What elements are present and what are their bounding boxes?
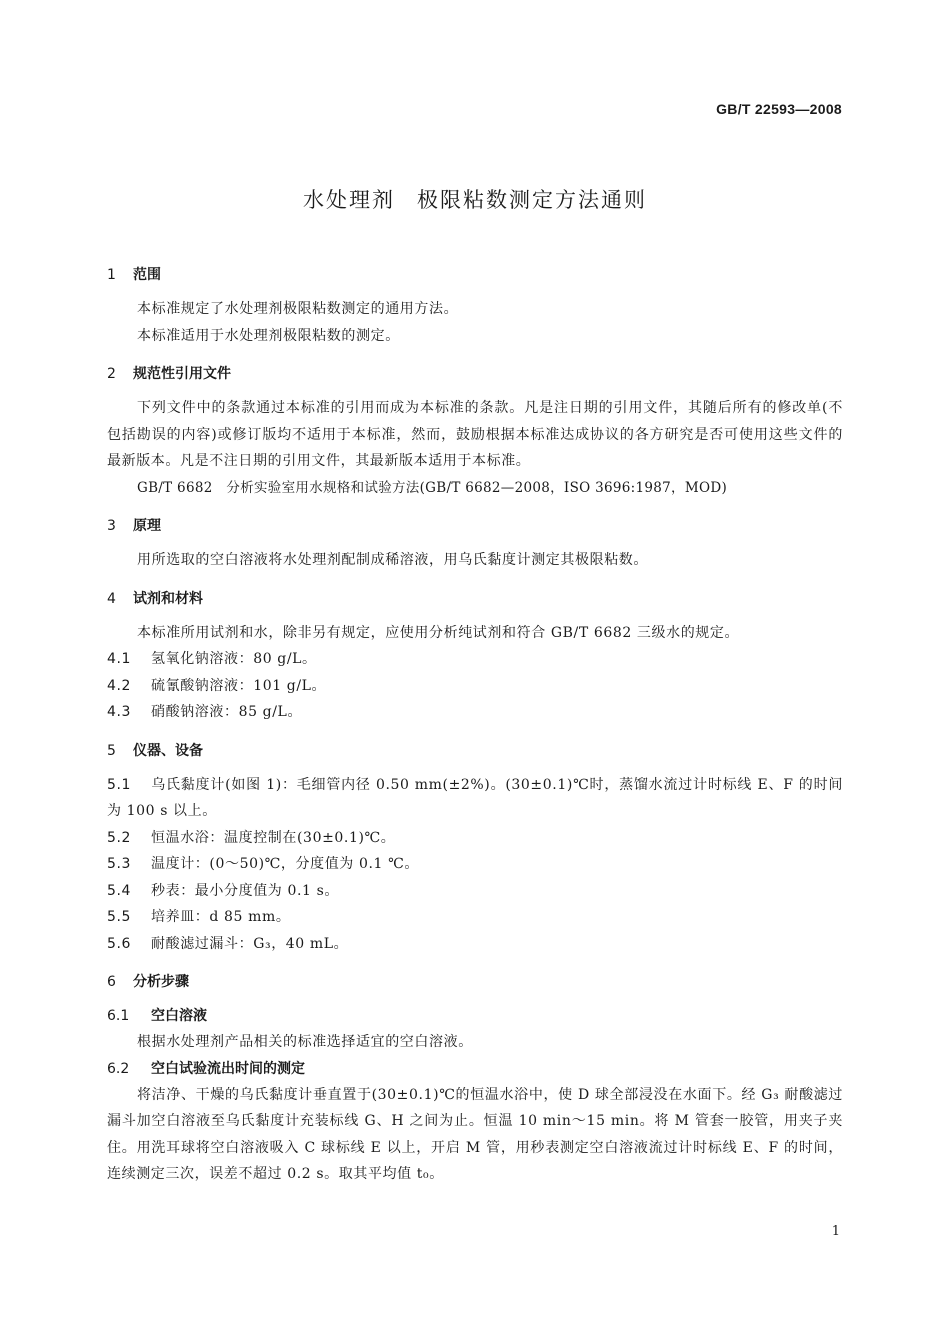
standard-code: GB/T 22593—2008 [716, 101, 842, 117]
paragraph: 根据水处理剂产品相关的标准选择适宜的空白溶液。 [137, 1034, 473, 1050]
item-number: 4.3 [107, 704, 132, 720]
item-text: 恒温水浴：温度控制在(30±0.1)℃。 [151, 829, 396, 846]
item-text: 温度计：(0～50)℃，分度值为 0.1 ℃。 [151, 856, 419, 872]
section-heading-principle [107, 513, 843, 539]
item-text: 培养皿：d 85 mm。 [151, 909, 291, 925]
item-text: 硝酸钠溶液：85 g/L。 [151, 704, 303, 720]
item-text: 耐酸滤过漏斗：G₃，40 mL。 [151, 935, 349, 952]
item-text: 硫氰酸钠溶液：101 g/L。 [151, 677, 327, 694]
item-text: 乌氏黏度计(如图 1)：毛细管内径 0.50 mm(±2%)。(30±0.1)℃时，蒸馏水流过计时标线 E、F 的时间为 100 s 以上。 [107, 776, 843, 819]
list-item [107, 851, 843, 878]
item-number: 4.1 [107, 651, 132, 667]
item-number: 5.2 [107, 829, 132, 846]
subsection-title: 空白溶液 [151, 1008, 207, 1024]
page-number: 1 [831, 1224, 840, 1239]
item-number: 5.3 [107, 856, 132, 872]
section-title: 试剂和材料 [133, 590, 203, 607]
subsection-heading-blank-flow-time [107, 1056, 843, 1082]
section-heading-apparatus [107, 738, 843, 764]
paragraph: 下列文件中的条款通过本标准的引用而成为本标准的条款。凡是注日期的引用文件，其随后所有的修改单(不包括勘误的内容)或修订版均不适用于本标准，然而，鼓励根据本标准达成协议的各方研究是否可使用这些文件的最新版本。凡是不注日期的引用文件，其最新版本适用于本标准。 [107, 400, 843, 469]
item-number: 5.1 [107, 776, 132, 793]
document-title [0, 184, 950, 214]
item-text: 秒表：最小分度值为 0.1 s。 [151, 882, 339, 899]
list-item [107, 772, 843, 825]
section-title: 原理 [133, 518, 161, 534]
item-number: 4.2 [107, 677, 132, 694]
item-number: 5.6 [107, 935, 132, 952]
paragraph: 将洁净、干燥的乌氏黏度计垂直置于(30±0.1)℃的恒温水浴中，使 D 球全部浸没在水面下。经 G₃ 耐酸滤过漏斗加空白溶液至乌氏黏度计充装标线 G、H 之间为止。恒温 10 min～15 min。将 M 管套一胶管，用夹子夹住。用洗耳球将空白溶液吸入 C 球标线 E 以上，开启 M 管，用秒表测定空白溶液流过计时标线 E、F 的时间，连续测定三次，误差不超过 0.2 s。取其平均值 t₀。 [107, 1086, 843, 1182]
subsection-title: 空白试验流出时间的测定 [151, 1060, 305, 1077]
list-item [107, 878, 843, 905]
section-number: 4 [107, 590, 116, 607]
subsection-number: 6.1 [107, 1008, 130, 1024]
subsection-number: 6.2 [107, 1060, 130, 1077]
list-item [107, 904, 843, 931]
title-part-2: 极限粘数测定方法通则 [417, 188, 647, 212]
section-title: 范围 [133, 267, 161, 283]
section-number: 5 [107, 742, 116, 759]
list-item [107, 673, 843, 700]
item-number: 5.5 [107, 909, 132, 925]
reference-entry: GB/T 6682 分析实验室用水规格和试验方法(GB/T 6682—2008，ISO 3696:1987，MOD) [137, 479, 728, 496]
section-number: 6 [107, 974, 116, 990]
item-number: 5.4 [107, 882, 132, 899]
list-item [107, 825, 843, 852]
list-item [107, 931, 843, 958]
section-heading-references [107, 361, 843, 387]
section-heading-scope [107, 262, 843, 288]
paragraph: 用所选取的空白溶液将水处理剂配制成稀溶液，用乌氏黏度计测定其极限粘数。 [137, 552, 648, 568]
subsection-heading-blank-solution [107, 1003, 843, 1029]
section-title: 分析步骤 [133, 974, 189, 990]
title-part-1: 水处理剂 [303, 188, 395, 212]
section-number: 2 [107, 366, 116, 382]
list-item [107, 646, 843, 673]
list-item [107, 699, 843, 726]
section-number: 1 [107, 267, 116, 283]
item-text: 氢氧化钠溶液：80 g/L。 [151, 651, 317, 667]
paragraph: 本标准规定了水处理剂极限粘数测定的通用方法。 [137, 301, 459, 317]
section-title: 仪器、设备 [133, 742, 203, 759]
section-title: 规范性引用文件 [133, 366, 231, 382]
document-body [107, 262, 843, 1188]
section-heading-reagents [107, 586, 843, 612]
section-number: 3 [107, 518, 116, 534]
paragraph: 本标准所用试剂和水，除非另有规定，应使用分析纯试剂和符合 GB/T 6682 三级水的规定。 [137, 624, 740, 641]
section-heading-procedure [107, 969, 843, 995]
paragraph: 本标准适用于水处理剂极限粘数的测定。 [137, 327, 400, 344]
